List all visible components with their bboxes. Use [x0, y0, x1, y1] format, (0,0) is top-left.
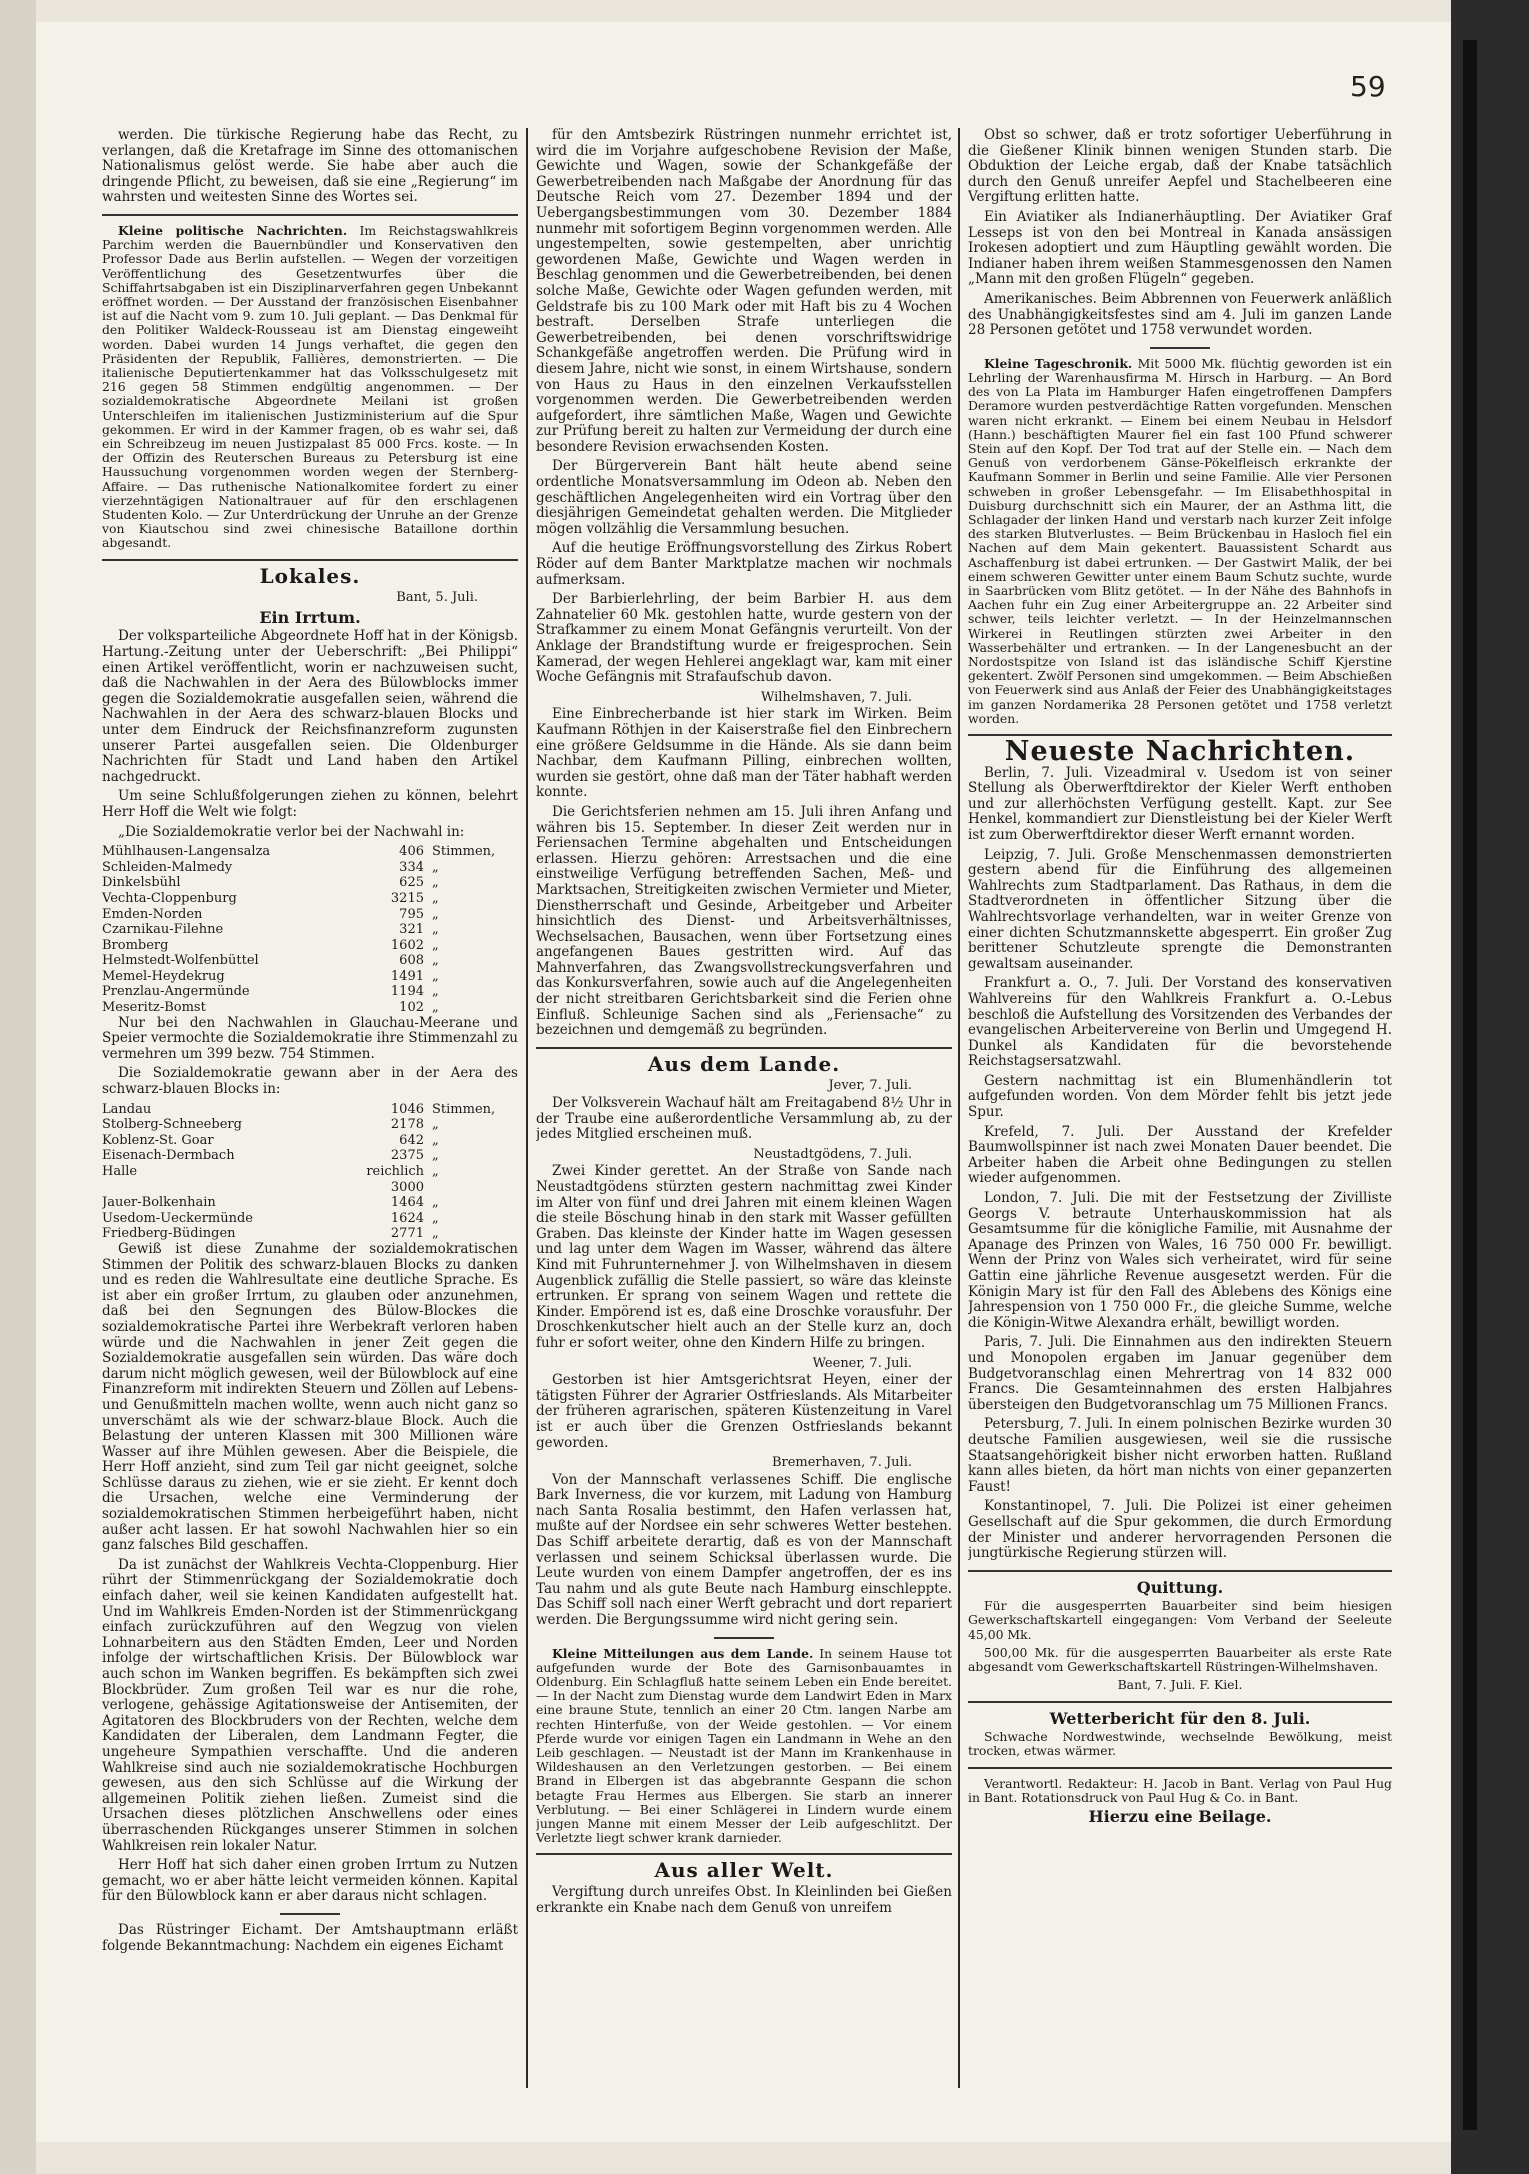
vote-count: 1046 — [390, 1101, 424, 1117]
vote-count: 2178 — [390, 1117, 424, 1133]
article-text: Gewiß ist diese Zunahme der sozialdemokratischen Stimmen der Politik des schwarz-blauen Blocks zu danken und es reden die Wahlresultate eine deutliche Sprache. Es ist aber ein großer Irrtum, zu glauben oder anzunehmen, daß bei den Segnungen des Bülow-Blockes die sozialdemokratische Partei ihre Werbekraft verloren haben würde und die Nachwahlen in jener Zeit gegen die Sozialdemokratie ausgefallen sein würden. Das wäre doch darum nicht möglich gewesen, weil der Bülowblock auf eine Finanzreform mit indirekten Steuern und Zöllen auf Lebens- und Genußmitteln machen wollte, wenn auch nicht ganz so unverschämt als wie der schwarz-blaue Block. Auch die Belastung der unteren Klassen mit 300 Millionen wäre Wasser auf ihre Mühlen gewesen. Aber die Beispiele, die Herr Hoff anzieht, sind zum Teil gar nicht geeignet, solche Schlüsse daraus zu ziehen, wie er sie zieht. Er kennt doch die Ursachen, welche eine Verminderung der sozialdemokratischen Stimmen herbeigeführt haben, nicht außer acht lassen. Er hat sowohl Nachwahlen hier so ein ganz falsches Bild geschaffen. — [102, 1240, 518, 1554]
news-item: Paris, 7. Juli. Die Einnahmen aus den indirekten Steuern und Monopolen ergaben im Januar gegenüber dem Budgetvoranschlag einen Mehrertrag von 14 832 000 Francs. Die Gesamteinnahmen des ersten Halbjahres übersteigen den Budgetvoranschlag um 75 Millionen Francs. — [968, 1334, 1392, 1413]
table-row — [102, 1226, 518, 1242]
article-text: Herr Hoff hat sich daher einen groben Irrtum zu Nutzen gemacht, wo er aber hätte leicht vermeiden können. Kapital für den Bülowblock kann er aber daraus nicht schlagen. — [102, 1857, 518, 1905]
kleine-politische-nachrichten: Kleine politische Nachrichten. Im Reichstagswahlkreis Parchim werden die Bauernbündler und Konservativen den Professor Dade aus Berlin aufstellen. — Wegen der vorzeitigen Veröffentlichung des Gesetzentwurfes über die Schiffahrtsabgaben ist ein Disziplinarverfahren gegen Unbekannt eröffnet worden. — Der Ausstand der französischen Eisenbahner ist auf die Nacht vom 9. zum 10. Juli geplant. — Das Denkmal für den Politiker Waldeck-Rousseau ist am Dienstag eingeweiht worden. Dabei wurden 14 Jungs verhaftet, die gegen den Präsidenten der Republik, Fallières, demonstrierten. — Die italienische Deputiertenkammer hat das Volksschulgesetz mit 216 gegen 58 Stimmen endgültig angenommen. — Der sozialdemokratische Abgeordnete Meilani ist großen Unterschleifen im italienischen Justizministerium auf die Spur gekommen. Er wird in der Kammer fragen, ob es wahr sei, daß ein Schreibzeug im neuen Justizpalast 85 000 Frcs. koste. — In der Offizin des Reuterschen Bureaus zu Petersburg ist eine Haussuchung vorgenommen worden wegen der Sternberg-Affaire. — Das ruthenische Nationalkomitee fordert zu einer vierzehntägigen Nationaltrauer auf für den erschlagenen Studenten Kolo. — Zur Unterdrückung der Unruhe an der Grenze von Kiautschou sind zwei chinesische Bataillone dorthin abgesandt. — [102, 222, 518, 551]
vote-count: 334 — [399, 859, 424, 875]
article-text: Auf die heutige Eröffnungsvorstellung des Zirkus Robert Röder auf dem Banter Marktplatze machen wir nochmals aufmerksam. — [536, 540, 952, 588]
news-item: Krefeld, 7. Juli. Der Ausstand der Krefelder Baumwollspinner ist nach zwei Monaten Dauer beendet. Die Arbeiter haben die Arbeit ohne Bedingungen zu stellen wieder aufgenommen. — [968, 1123, 1392, 1187]
district-name: Mühlhausen-Langensalza — [102, 844, 271, 860]
article-text: für den Amtsbezirk Rüstringen nunmehr errichtet ist, wird die im Vorjahre aufgeschobene Revision der Maße, Gewichte und Wagen, sowie der Schankgefäße der Gewerbetreibenden nach Maßgabe der Anordnung für das Deutsche Reich vom 27. Dezember 1894 und der Uebergangsbestimmungen vom 30. Dezember 1884 nunmehr mit sofortigem Beginn vorgenommen werden. Alle ungestempelten, sowie gestempelten, aber unrichtig gewordenen Maße, Gewichte und Wagen werden in Beschlag genommen und die Gewerbetreibenden, bei denen solche Maße, Gewichte oder Wagen gefunden werden, mit Geldstrafe bis zu 100 Mark oder mit Haft bis zu 4 Wochen bestraft. Derselben Strafe unterliegen die Gewerbetreibenden, bei denen vorschriftswidrige Schankgefäße angetroffen werden. Die Prüfung wird in diesem Jahre, nicht wie sonst, in einem Wirtshause, sondern von Haus zu Haus in den einzelnen Verkaufsstellen vorgenommen werden. Die Gewerbetreibenden werden aufgefordert, ihre sämtlichen Maße, Wagen und Gewichte zur Prüfung bereit zu halten zur Vermeidung der durch eine besondere Revision erwachsenden Kosten. — [536, 128, 952, 455]
table-heading: „Die Sozialdemokratie verlor bei der Nachwahl in: — [118, 823, 465, 840]
unit-label: „ — [432, 922, 439, 938]
article-text: Ein Aviatiker als Indianerhäuptling. Der Aviatiker Graf Lesseps ist von den bei Montreal in Kanada ansässigen Irokesen adoptiert und zum Häuptling gewählt worden. Die Indianer haben ihrem weißen Stammesgenossen den Namen „Mann mit den großen Flügeln“ gegeben. — [968, 208, 1392, 288]
vote-count: 1491 — [390, 968, 424, 984]
table-row — [102, 953, 518, 969]
table-row — [102, 1211, 518, 1227]
table-row — [102, 1102, 518, 1118]
article-text: Der volksparteiliche Abgeordnete Hoff hat in der Königsb. Hartung.-Zeitung unter der Ueberschrift: „Bei Philippi“ einen Artikel veröffentlicht, worin er nachzuweisen sucht, daß die Nachwahlen in der Aera des Bülowblocks immer gegen die Sozialdemokratie ausgefallen seien, während die Nachwahlen in der Aera des schwarz-blauen Blocks und unter dem Eindruck der Reichsfinanzreform zugunsten unserer Partei ausgefallen seien. Die Oldenburger Nachrichten für Stadt und Land haben den Artikel nachgedruckt. — [102, 628, 518, 785]
unit-label: „ — [432, 1226, 439, 1242]
unit-label: „ — [432, 937, 439, 953]
unit-label: „ — [432, 906, 439, 922]
district-name: Jauer-Bolkenhain — [102, 1195, 216, 1211]
dateline: Bant, 5. Juli. — [396, 590, 478, 606]
vote-count: 625 — [399, 875, 424, 891]
district-name: Landau — [102, 1101, 152, 1117]
unit-label: Stimmen, — [432, 1101, 496, 1117]
vote-count: 795 — [399, 906, 424, 922]
dateline: Weener, 7. Juli. — [812, 1355, 912, 1371]
page-number: 59 — [1350, 70, 1386, 103]
unit-label: „ — [432, 984, 439, 1000]
district-name: Friedberg-Büdingen — [102, 1226, 236, 1242]
table-row — [102, 1133, 518, 1149]
unit-label: Stimmen, — [432, 844, 496, 860]
supplement-note: Hierzu eine Beilage. — [1088, 1806, 1272, 1826]
separator — [280, 1913, 340, 1915]
article-text: Von der Mannschaft verlassenes Schiff. Die englische Bark Inverness, die vor kurzem, mit Ladung von Hamburg nach Santa Rosalia bestimmt, den Hafen verlassen hat, mußte auf der Nordsee ein sehr schweres Wetter bestehen. Das Schiff arbeitete derartig, daß es von der Mannschaft verlassen und seinem Schicksal überlassen wurde. Die Leute wurden von einem Dampfer angetroffen, der es ins Tau nahm und als gute Beute nach Hamburg einschleppte. Das Schiff soll nach einer Werft gebracht und dort repariert werden. Die Bergungssumme wird nicht gering sein. — [536, 1471, 952, 1629]
unit-label: „ — [432, 1164, 439, 1180]
table-row — [102, 1164, 518, 1195]
article-text: Obst so schwer, daß er trotz sofortiger Ueberführung in die Gießener Klinik binnen wenigen Stunden starb. Die Obduktion der Leiche ergab, daß der Knabe tatsächlich durch den Genuß unreifer Aepfel und Stachelbeeren eine Vergiftung erlitten hatte. — [968, 128, 1392, 206]
quittung-text: Für die ausgesperrten Bauarbeiter sind beim hiesigen Gewerkschaftskartell eingegangen: Vom Verband der Seeleute 45,00 Mk. — [968, 1598, 1392, 1642]
district-name: Vechta-Cloppenburg — [102, 890, 237, 906]
vote-table-losses — [102, 844, 518, 1016]
vote-count: 1602 — [390, 937, 424, 953]
table-row — [102, 938, 518, 954]
binding-edge — [1451, 0, 1529, 2174]
dateline: Bremerhaven, 7. Juli. — [771, 1455, 912, 1471]
rule — [102, 214, 518, 216]
rule — [968, 1570, 1392, 1572]
article-text: Um seine Schlußfolgerungen ziehen zu können, belehrt Herr Hoff die Welt wie folgt: — [102, 788, 518, 820]
table-row — [102, 875, 518, 891]
news-item: Frankfurt a. O., 7. Juli. Der Vorstand des konservativen Wahlvereins für den Wahlkreis Frankfurt a. O.-Lebus beschloß die Aufstellung des Vorsitzenden des Verbandes der evangelischen Arbeitervereine von Berlin und Umgegend H. Dunkel als Kandidaten für die bevorstehende Reichstagsersatzwahl. — [968, 975, 1392, 1070]
quittung-title: Quittung. — [1136, 1577, 1224, 1597]
section-title-neueste-nachrichten: Neueste Nachrichten. — [1004, 736, 1356, 767]
news-item: Leipzig, 7. Juli. Große Menschenmassen demonstrierten gestern abend für die Einführung des allgemeinen Wahlrechts zum Stadtparlament. Das Rathaus, in dem die Stadtverordneten in öffentlicher Sitzung über die Wahlrechtsvorlage verhandelten, war in weiter Grenze von einer dichten Schutzmannskette abgesperrt. Ein großer Zug berittener Schutzleute sprengte die Demonstranten gewaltsam auseinander. — [968, 846, 1392, 972]
dateline: Wilhelmshaven, 7. Juli. — [760, 689, 912, 705]
table-row — [102, 1000, 518, 1016]
table-row — [102, 969, 518, 985]
rule — [968, 1701, 1392, 1703]
news-item: Berlin, 7. Juli. Vizeadmiral v. Usedom ist von seiner Stellung als Oberwerftdirektor der Kieler Werft enthoben und zur allerhöchsten Verfügung gestellt. Kapt. zur See Henkel, kommandiert zur Dienstleistung bei der Kieler Werft ist zum Oberwerftdirektor dieser Werft ernannt worden. — [968, 764, 1392, 843]
unit-label: „ — [432, 1000, 439, 1016]
rule — [536, 1853, 952, 1855]
column-divider-1 — [526, 128, 528, 2088]
table-row — [102, 907, 518, 923]
vote-count: 321 — [399, 922, 424, 938]
quittung-text: 500,00 Mk. für die ausgesperrten Bauarbeiter als erste Rate abgesandt vom Gewerkschaftskartell Rüstringen-Wilhelmshaven. — [968, 1644, 1392, 1675]
district-name: Koblenz-St. Goar — [102, 1132, 214, 1148]
table-row — [102, 922, 518, 938]
column-1 — [102, 128, 518, 2088]
imprint: Verantwortl. Redakteur: H. Jacob in Bant. Verlag von Paul Hug in Bant. Rotationsdruck von Paul Hug & Co. in Bant. — [968, 1775, 1392, 1805]
weather-title: Wetterbericht für den 8. Juli. — [1049, 1708, 1311, 1728]
unit-label: „ — [432, 859, 439, 875]
district-name: Bromberg — [102, 937, 169, 953]
vote-count: 102 — [399, 1000, 424, 1016]
district-name: Meseritz-Bomst — [102, 1000, 206, 1016]
unit-label: „ — [432, 953, 439, 969]
district-name: Helmstedt-Wolfenbüttel — [102, 953, 259, 969]
weather-text: Schwache Nordwestwinde, wechselnde Bewölkung, meist trocken, etwas wärmer. — [968, 1729, 1392, 1759]
article-text: Zwei Kinder gerettet. An der Straße von Sande nach Neustadtgödens stürzten gestern nachmittag zwei Kinder im Alter von fünf und drei Jahren mit einem kleinen Wagen die steile Böschung hinab in den stark mit Wasser gefüllten Graben. Das kleinste der Kinder hatte im Wagen gesessen und lag unter dem Wagen im Wasser, während das ältere Kind mit Fuhrunternehmer J. von Wilhelmshaven in diesem Augenblick zufällig die Stelle passiert, so wäre das kleinste ertrunken. Er sprang von seinem Wagen und rettete die Kinder. Empörend ist es, daß eine Droschke vorausfuhr. Der Droschkenkutscher hielt auch an der Stelle kurz an, doch fuhr er sofort weiter, ohne den Kindern Hilfe zu bringen. — [536, 1163, 952, 1351]
article-text: Der Volksverein Wachauf hält am Freitagabend 8½ Uhr in der Traube eine außerordentliche Versammlung ab, zu der jedes Mitglied erscheinen muß. — [536, 1095, 952, 1143]
column-3 — [968, 128, 1392, 2088]
article-text: Nur bei den Nachwahlen in Glauchau-Meerane und Speier vermochte die Sozialdemokratie ihre Stimmenzahl zu vermehren um 399 bezw. 754 Stimmen. — [102, 1014, 518, 1062]
district-name: Prenzlau-Angermünde — [102, 984, 250, 1000]
article-text: werden. Die türkische Regierung habe das Recht, zu verlangen, daß die Kretafrage im Sinne des ottomanischen Nationalismus gelöst werde. Sie habe aber auch die dringende Pflicht, zu beweisen, daß sie eine „Regierung“ im wahrsten und weitesten Sinne des Wortes sei. — [102, 128, 518, 206]
article-title: Ein Irrtum. — [259, 607, 361, 627]
rule — [968, 1767, 1392, 1769]
unit-label: „ — [432, 875, 439, 891]
kleine-mitteilungen: Kleine Mitteilungen aus dem Lande. In seinem Hause tot aufgefunden wurde der Bote des Garnisonbauamtes in Oldenburg. Ein Schlagfluß hatte seinem Leben ein Ende bereitet. — In der Nacht zum Dienstag wurde dem Landwirt Eden in Marx eine braune Stute, tennlich an einer 20 Ctm. langen Narbe am rechten Hinterfuße, von der Weide gestohlen. — Vor einem Pferde wurde vor einigen Tagen ein Landmann in Wehe an den Leib geschlagen. — Neustadt ist der Mann im Krankenhause in Wildeshausen an den Verletzungen gestorben. — Bei einem Brand in Elbergen ist das abgebrannte Gespann die schon betagte Frau Hermes aus Elbergen. Sie starb an innerer Verblutung. — Bei einer Schlägerei in Lindern wurde einem jungen Manne mit einem Messer der Leib aufgeschlitzt. Der Verletzte liegt schwer krank darnieder. — [536, 1645, 952, 1846]
district-name: Czarnikau-Filehne — [102, 922, 224, 938]
vote-table-gains — [102, 1102, 518, 1242]
table-heading: Die Sozialdemokratie gewann aber in der Aera des schwarz-blauen Blocks in: — [102, 1065, 518, 1098]
vote-count: 1624 — [390, 1210, 424, 1226]
section-title-aus-aller-welt: Aus aller Welt. — [654, 1858, 834, 1883]
news-item: Konstantinopel, 7. Juli. Die Polizei ist einer geheimen Gesellschaft auf die Spur gekommen, die durch Ermordung der Minister und anderer hervorragenden Personen die jungtürkische Regierung stürzen will. — [968, 1498, 1392, 1562]
district-name: Stolberg-Schneeberg — [102, 1117, 242, 1133]
article-text: Das Rüstringer Eichamt. Der Amtshauptmann erläßt folgende Bekanntmachung: Nachdem ein eigenes Eichamt — [102, 1921, 518, 1954]
quittung-signature: Bant, 7. Juli. F. Kiel. — [1117, 1677, 1243, 1693]
vote-count: 2771 — [390, 1226, 424, 1242]
news-item: London, 7. Juli. Die mit der Festsetzung der Zivilliste Georgs V. betraute Unterhauskommission hat als Gesamtsumme für die königliche Familie, mit Ausnahme der Apanage des Prinzen von Wales, 16 750 000 Fr. bewilligt. Wenn der Prinz von Wales sich verheiratet, wird für seine Gattin eine jährliche Revenue ausgesetzt werden. Für die Königin Mary ist für den Fall des Ablebens des Königs eine Jahrespension von 1 750 000 Fr., die gleiche Summe, welche die Königin-Witwe Alexandra erhält, bewilligt worden. — [968, 1190, 1392, 1331]
table-row — [102, 984, 518, 1000]
article-text: Der Barbierlehrling, der beim Barbier H. aus dem Zahnatelier 60 Mk. gestohlen hatte, wurde gestern von der Strafkammer zu einem Monat Gefängnis verurteilt. Von der Anklage der Brandstiftung wurde er freigesprochen. Sein Kamerad, der wegen Hehlerei angeklagt war, kam mit einer Woche Gefängnis mit Strafaufschub davon. — [536, 591, 952, 686]
unit-label: „ — [432, 890, 439, 906]
unit-label: „ — [432, 968, 439, 984]
dateline: Jever, 7. Juli. — [828, 1078, 912, 1094]
article-text: Die Gerichtsferien nehmen am 15. Juli ihren Anfang und währen bis 15. September. In dieser Zeit werden nur in Feriensachen Termine abgehalten und Entscheidungen erlassen. Hierzu gehören: Arrestsachen und die eine einstweilige Verfügung betreffenden Sachen, Meß- und Marktsachen, Streitigkeiten zwischen Vermieter und Mieter, Dienstherrschaft und Gesinde, Arbeitgeber und Arbeiter hinsichtlich des Dienst- und Arbeitsverhältnisses, Wechselsachen, Bausachen, wenn über Fortsetzung eines angefangenen Baues gestritten wird. Auf das Mahnverfahren, das Zwangsvollstreckungsverfahren und das Konkursverfahren, sowie auch auf die Angelegenheiten der nicht streitbaren Gerichtsbarkeit sind die Ferien ohne Einfluß. Schleunige Sachen sind als „Feriensache“ zu bezeichnen und demgemäß zu begründen. — [536, 803, 952, 1039]
article-text: Eine Einbrecherbande ist hier stark im Wirken. Beim Kaufmann Röthjen in der Kaiserstraße fiel den Einbrechern eine größere Geldsumme in die Hände. Als sie dann beim Nachbar, dem Kaufmann Pilling, einbrechen wollten, wurden sie gestört, ohne daß man der Täter habhaft werden konnte. — [536, 706, 952, 801]
article-text: Amerikanisches. Beim Abbrennen von Feuerwerk anläßlich des Unabhängigkeitsfestes sind am 4. Juli im ganzen Lande 28 Personen getötet und 1758 verwundet worden. — [968, 290, 1392, 339]
article-text: Vergiftung durch unreifes Obst. In Kleinlinden bei Gießen erkrankte ein Knabe nach dem Genuß von unreifem — [536, 1884, 952, 1916]
unit-label: „ — [432, 1132, 439, 1148]
news-item: Petersburg, 7. Juli. In einem polnischen Bezirke wurden 30 deutsche Familien ausgewiesen, weil sie die russische Staatsangehörigkeit bisher nicht erworben hatten. Rußland kann alles bieten, da hört man nichts von einer gepanzerten Faust! — [968, 1416, 1392, 1495]
section-title-aus-dem-lande: Aus dem Lande. — [647, 1051, 841, 1076]
separator — [1150, 347, 1210, 349]
article-text: Gestorben ist hier Amtsgerichtsrat Heyen, einer der tätigsten Führer der Agrarier Ostfrieslands. Als Mitarbeiter der früheren agrarischen, späteren Küstenzeitung in Varel ist er auch über die Grenzen Ostfrieslands bekannt geworden. — [536, 1372, 952, 1451]
table-row — [102, 844, 518, 860]
vote-count: 1464 — [390, 1195, 424, 1211]
dateline: Neustadtgödens, 7. Juli. — [753, 1146, 912, 1162]
district-name: Emden-Norden — [102, 906, 203, 922]
column-divider-2 — [958, 128, 960, 2088]
left-page-edge — [0, 0, 36, 2174]
district-name: Schleiden-Malmedy — [102, 859, 233, 875]
unit-label: „ — [432, 1117, 439, 1133]
rule — [536, 1047, 952, 1049]
vote-count: 1194 — [390, 984, 424, 1000]
unit-label: „ — [432, 1210, 439, 1226]
district-name: Eisenach-Dermbach — [102, 1148, 235, 1164]
district-name: Dinkelsbühl — [102, 875, 181, 891]
unit-label: „ — [432, 1148, 439, 1164]
table-row — [102, 860, 518, 876]
separator — [714, 1637, 774, 1639]
table-row — [102, 891, 518, 907]
vote-count: 608 — [399, 953, 424, 969]
vote-count: 406 — [399, 844, 424, 860]
column-2 — [536, 128, 952, 2088]
rule — [102, 559, 518, 561]
district-name: Memel-Heydekrug — [102, 968, 225, 984]
table-row — [102, 1117, 518, 1133]
table-row — [102, 1148, 518, 1164]
kleine-tageschronik: Kleine Tageschronik. Mit 5000 Mk. flüchtig geworden ist ein Lehrling der Warenhausfirma M. Hirsch in Harburg. — An Bord des von La Plata im Hamburger Hafen eingetroffenen Dampfers Deramore wurden pestverdächtige Ratten vorgefunden. Menschen waren nicht erkrankt. — Einem bei einem Neubau in Helsdorf (Hann.) beschäftigten Maurer fiel ein fast 100 Pfund schwerer Stein auf den Kopf. Der Tod trat auf der Stelle ein. — Nach dem Genuß von verdorbenem Gänse-Pökelfleisch erkrankte der Kaufmann Sommer in Berlin und seine Familie. Alle vier Personen schweben in großer Lebensgefahr. — Im Elisabethhospital in Duisburg durchschnitt sich ein Maurer, der an Asthma litt, die Schlagader der linken Hand und verstarb nach kurzer Zeit infolge des starken Blutverlustes. — Beim Brückenbau in Hasloch fiel ein Nachen auf dem Main gekentert. Bauassistent Schardt aus Aschaffenburg ist dabei ertrunken. — Der Gastwirt Malik, der bei einem schweren Gewitter unter einem Baum Schutz suchte, wurde in Saarbrücken vom Blitz getötet. — In der Nähe des Bahnhofs in Aachen fuhr ein Zug einer Arbeitergruppe an. 22 Arbeiter sind schwer, teils leichter verletzt. — In der Heinzelmannschen Wirkerei in Reutlingen stürzten zwei Arbeiter in den Wasserbehälter und ertranken. — In der Langenesbucht an der Nordostspitze von Island ist das isländische Schiff Kjerstine gekentert. Zwölf Personen sind umgekommen. — Beim Abschießen von Feuerwerk sind aus Anlaß der Feier des Unabhängigkeitstages im ganzen Nordamerika 28 Personen getötet und 1758 verletzt worden. — [968, 355, 1392, 726]
unit-label: „ — [432, 1195, 439, 1211]
table-row — [102, 1195, 518, 1211]
vote-count: 642 — [399, 1132, 424, 1148]
news-item: Gestern nachmittag ist ein Blumenhändlerin tot aufgefunden worden. Von dem Mörder fehlt bis jetzt jede Spur. — [968, 1072, 1392, 1121]
district-name: Usedom-Ueckermünde — [102, 1210, 253, 1226]
vote-count: 3215 — [390, 890, 424, 906]
vote-count: reichlich 3000 — [366, 1164, 424, 1195]
vote-count: 2375 — [390, 1148, 424, 1164]
section-title-lokales: Lokales. — [259, 563, 361, 588]
article-text: Da ist zunächst der Wahlkreis Vechta-Cloppenburg. Hier rührt der Stimmenrückgang der Sozialdemokratie doch einfach daher, weil sie keinen Kandidaten aufgestellt hat. Und im Wahlkreis Emden-Norden ist der Stimmenrückgang einfach zurückzuführen auf den Wegzug von vielen Lohnarbeitern aus den Städten Emden, Leer und Norden infolge der wirtschaftlichen Krisis. Der Bülowblock war auch schon im Wanken begriffen. Es bekämpften sich zwei Blockbrüder. Zum großen Teil war es nur die rohe, verlogene, gehässige Agitationsweise der Antisemiten, der Agitatoren des Blockbruders von der Rechten, welche dem Kandidaten der Liberalen, dem Landmann Fegter, die ungeheure Sympathien verschaffte. Und die anderen Wahlkreise sind auch nie sozialdemokratische Hochburgen gewesen, aus den sich Schlüsse auf die Wirkung der allgemeinen Politik ziehen ließen. Zumeist sind die Ursachen dieses plötzlichen Anschwellens oder eines überraschenden Rückganges unserer Stimmen in solchen Wahlkreisen rein lokaler Natur. — [102, 1556, 518, 1854]
article-text: Der Bürgerverein Bant hält heute abend seine ordentliche Monatsversammlung im Odeon ab. Neben den geschäftlichen Angelegenheiten wird ein Vortrag über den diesjährigen Gemeindetat gehalten werden. Die Mitglieder mögen vollzählig die Versammlung besuchen. — [536, 458, 952, 537]
district-name: Halle — [102, 1164, 138, 1180]
